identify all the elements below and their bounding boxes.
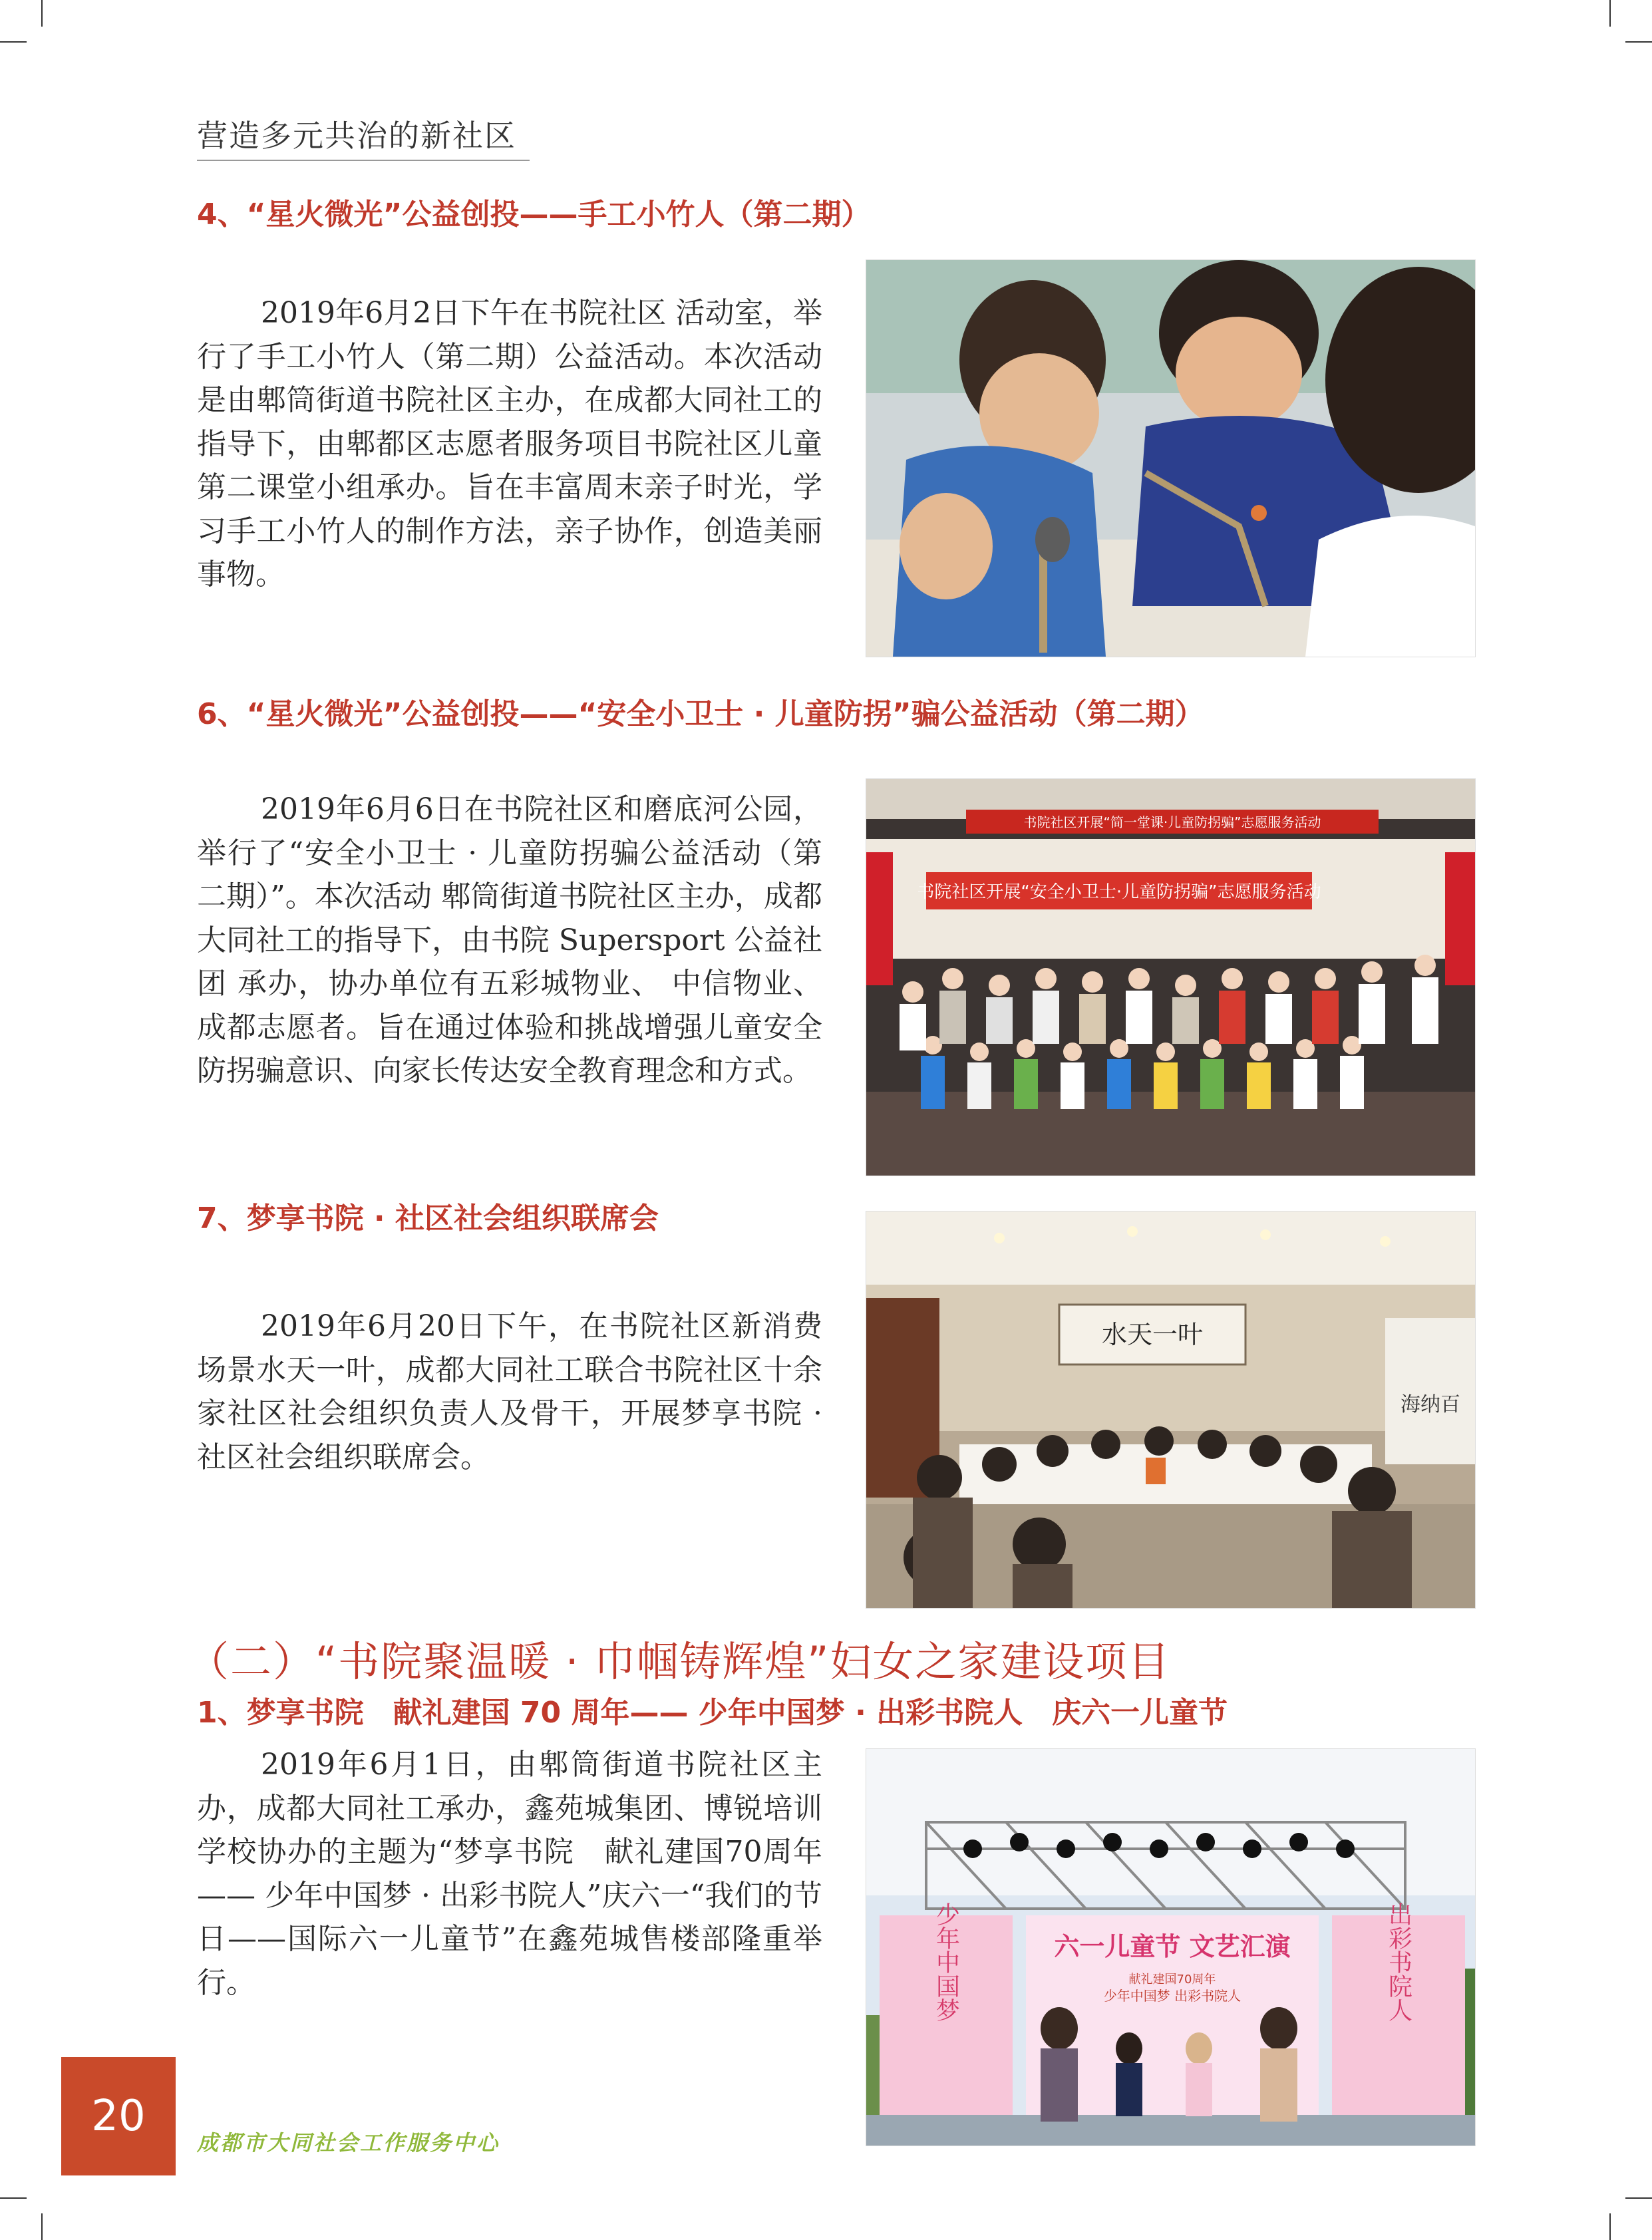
side-calligraphy-text: 海纳百 <box>1401 1393 1460 1416</box>
bamboo-craft-photo <box>866 259 1476 657</box>
red-banner-text: 书院社区开展“安全小卫士·儿童防拐骗”志愿服务活动 <box>917 882 1321 902</box>
subsection-title-1: 1、梦享书院 献礼建国 70 周年—— 少年中国梦 · 出彩书院人 庆六一儿童节 <box>197 1696 1228 1730</box>
right-panel-text: 出彩书院人 <box>1385 1902 1412 2022</box>
crop-mark <box>0 41 27 43</box>
subsection-body-1: 2019年6月1日，由郫筒街道书院社区主办，成都大同社工承办，鑫苑城集团、博锐培训学校协办的主题为“梦享书院 献礼建国70周年—— 少年中国梦 · 出彩书院人”庆六一“我们的节日——国际六一儿童节”在鑫苑城售楼部隆重举行。 <box>197 1748 822 2000</box>
project-heading: （二）“书院聚温暖 · 巾帼铸辉煌”妇女之家建设项目 <box>188 1637 1171 1686</box>
crop-mark <box>41 0 43 27</box>
crop-mark <box>41 2213 43 2240</box>
crop-mark <box>1625 2197 1652 2199</box>
safety-event-group-photo <box>866 778 1476 1176</box>
left-panel-text: 少年中国梦 <box>932 1902 960 2022</box>
childrens-day-stage-photo <box>866 1748 1476 2146</box>
section-body-6: 2019年6月6日在书院社区和磨底河公园，举行了“安全小卫士 · 儿童防拐骗公益活动（第二期）”。本次活动 郫筒街道书院社区主办，成都大同社工的指导下，由书院 Supersport 公益社团 承办，协办单位有五彩城物业、 中信物业、成都志愿者。旨在通过体验和挑战增强儿童安全防拐骗意识、向家长传达安全教育理念和方式。 <box>197 792 822 1088</box>
stage-sub2-text: 少年中国梦 出彩书院人 <box>1103 1988 1241 2004</box>
section-body-7: 2019年6月20日下午，在书院社区新消费场景水天一叶，成都大同社工联合书院社区十余家社区社会组织负责人及骨干，开展梦享书院 · 社区社会组织联席会。 <box>197 1309 822 1474</box>
running-header: 营造多元共治的新社区 <box>197 118 516 154</box>
meeting-photo <box>866 1211 1476 1609</box>
crop-mark <box>1625 41 1652 43</box>
section-title-7: 7、梦享书院 · 社区社会组织联席会 <box>197 1201 659 1235</box>
crop-mark <box>0 2197 27 2199</box>
header-divider <box>197 160 530 161</box>
calligraphy-text: 水天一叶 <box>1101 1320 1204 1349</box>
footer-organization: 成都市大同社会工作服务中心 <box>197 2130 500 2156</box>
stage-title-text: 六一儿童节 文艺汇演 <box>1054 1932 1291 1961</box>
page-number: 20 <box>61 2057 176 2175</box>
section-title-4: 4、“星火微光”公益创投——手工小竹人（第二期） <box>197 198 871 232</box>
top-banner-text: 书院社区开展“简一堂课·儿童防拐骗”志愿服务活动 <box>1023 814 1321 830</box>
crop-mark <box>1609 0 1611 27</box>
section-body-4: 2019年6月2日下午在书院社区 活动室，举行了手工小竹人（第二期）公益活动。本次活动是由郫筒街道书院社区主办，在成都大同社工的指导下，由郫都区志愿者服务项目书院社区儿童第二课堂小组承办。旨在丰富周末亲子时光，学习手工小竹人的制作方法，亲子协作，创造美丽事物。 <box>197 296 822 591</box>
stage-sub1-text: 献礼建国70周年 <box>1128 1973 1216 1987</box>
crop-mark <box>1609 2213 1611 2240</box>
section-title-6: 6、“星火微光”公益创投——“安全小卫士 · 儿童防拐”骗公益活动（第二期） <box>197 697 1204 731</box>
